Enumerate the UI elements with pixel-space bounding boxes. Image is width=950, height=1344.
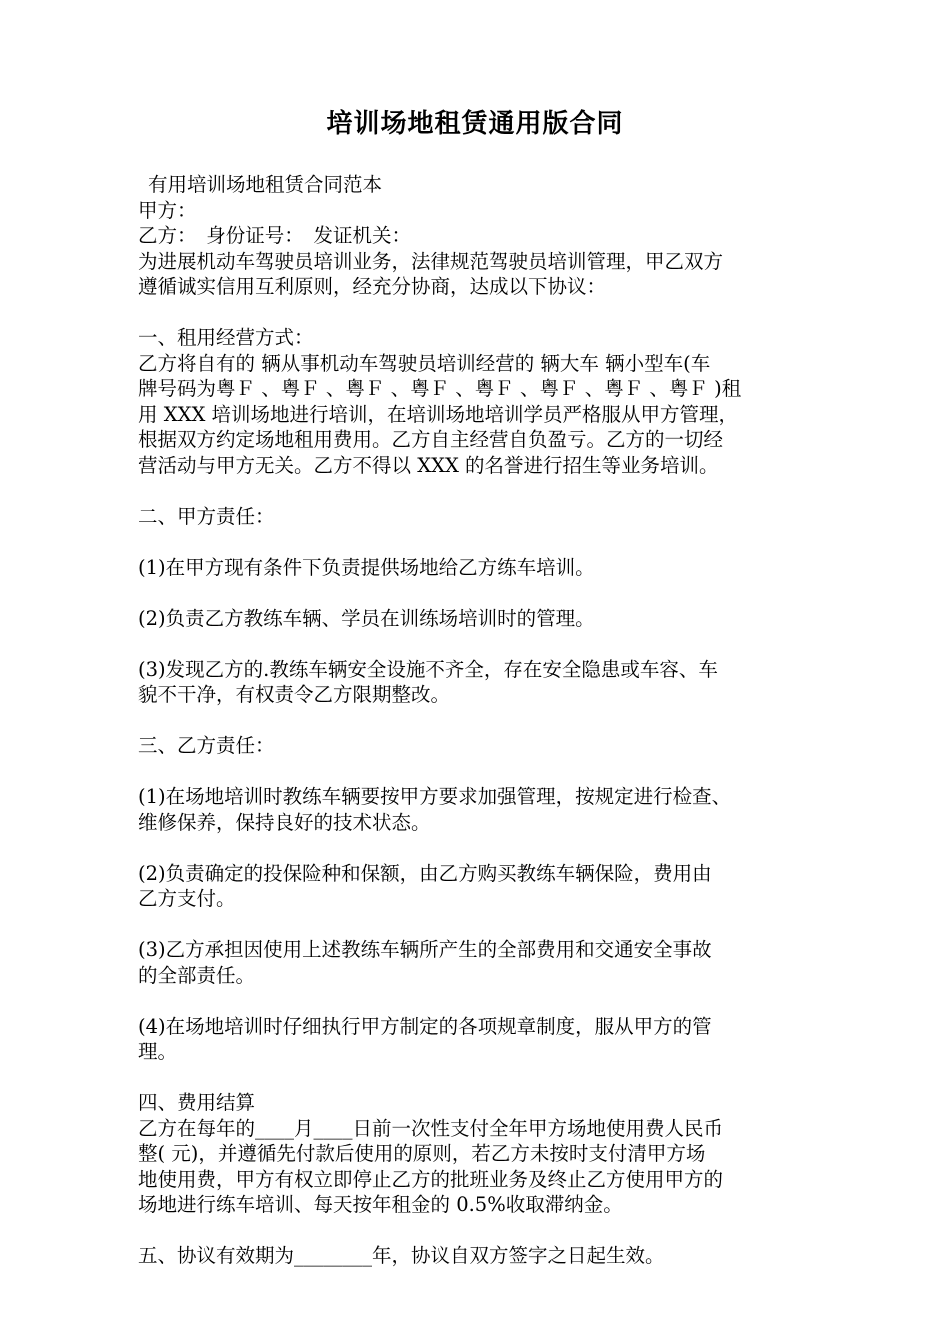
section-3-item-4-cont: 理。 [138, 1040, 178, 1063]
section-3-item-3-cont: 的全部责任。 [138, 963, 256, 987]
section-1-line: 根据双方约定场地租用费用。乙方自主经营自负盈亏。乙方的一切经 [138, 428, 724, 451]
section-4-line: 场地进行练车培训、每天按年租金的 0.5%收取滞纳金。 [138, 1193, 623, 1216]
section-2-item-3-cont: 貌不干净，有权责令乙方限期整改。 [138, 683, 451, 706]
section-2-item-1: (1)在甲方现有条件下负责提供场地给乙方练车培训。 [138, 555, 595, 579]
section-3-item-1-cont: 维修保养，保持良好的技术状态。 [138, 810, 431, 834]
document-title: 培训场地租赁通用版合同 [326, 109, 624, 139]
preamble-line: 为进展机动车驾驶员培训业务，法律规范驾驶员培训管理，甲乙双方 [138, 249, 724, 273]
section-3-heading: 三、乙方责任： [138, 734, 275, 757]
section-1-line: 乙方将自有的 辆从事机动车驾驶员培训经营的 辆大车 辆小型车(车 [138, 351, 711, 375]
section-4-line: 乙方在每年的____月____日前一次性支付全年甲方场地使用费人民币 [138, 1116, 724, 1140]
section-1-line: 牌号码为粤Ｆ 、粤Ｆ 、粤Ｆ 、粤Ｆ 、粤Ｆ 、粤Ｆ 、粤Ｆ 、粤Ｆ )租 [138, 377, 742, 400]
section-1-heading: 一、租用经营方式： [138, 326, 314, 349]
section-3-item-1: (1)在场地培训时教练车辆要按甲方要求加强管理，按规定进行检查、 [138, 785, 732, 808]
section-4-line: 地使用费，甲方有权立即停止乙方的批班业务及终止乙方使用甲方的 [138, 1167, 724, 1191]
section-1-line: 用 XXX 培训场地进行培训，在培训场地培训学员严格服从甲方管理， [138, 402, 739, 426]
section-3-item-2: (2)负责确定的投保险种和保额，由乙方购买教练车辆保险，费用由 [138, 861, 712, 885]
section-4-line: 整( 元)，并遵循先付款后使用的原则，若乙方未按时支付清甲方场 [138, 1142, 706, 1165]
document-subtitle: 有用培训场地租赁合同范本 [148, 173, 383, 196]
section-2-item-2: (2)负责乙方教练车辆、学员在训练场培训时的管理。 [138, 606, 595, 630]
party-b-line: 乙方： 身份证号： 发证机关： [138, 224, 412, 247]
section-1-line: 营活动与甲方无关。乙方不得以 XXX 的名誉进行招生等业务培训。 [138, 453, 719, 477]
preamble-line: 遵循诚实信用互利原则，经充分协商，达成以下协议： [138, 275, 607, 298]
party-a-line: 甲方： [138, 198, 197, 222]
section-2-item-3: (3)发现乙方的.教练车辆安全设施不齐全，存在安全隐患或车容、车 [138, 657, 718, 681]
section-3-item-2-cont: 乙方支付。 [138, 887, 236, 910]
section-4-heading: 四、费用结算 [138, 1091, 256, 1114]
section-2-heading: 二、甲方责任： [138, 504, 275, 528]
section-3-item-4: (4)在场地培训时仔细执行甲方制定的各项规章制度，服从甲方的管 [138, 1014, 712, 1038]
section-5-line: 五、协议有效期为________年，协议自双方签字之日起生效。 [138, 1244, 665, 1267]
document-body [138, 172, 828, 1269]
section-3-item-3: (3)乙方承担因使用上述教练车辆所产生的全部费用和交通安全事故 [138, 938, 712, 961]
